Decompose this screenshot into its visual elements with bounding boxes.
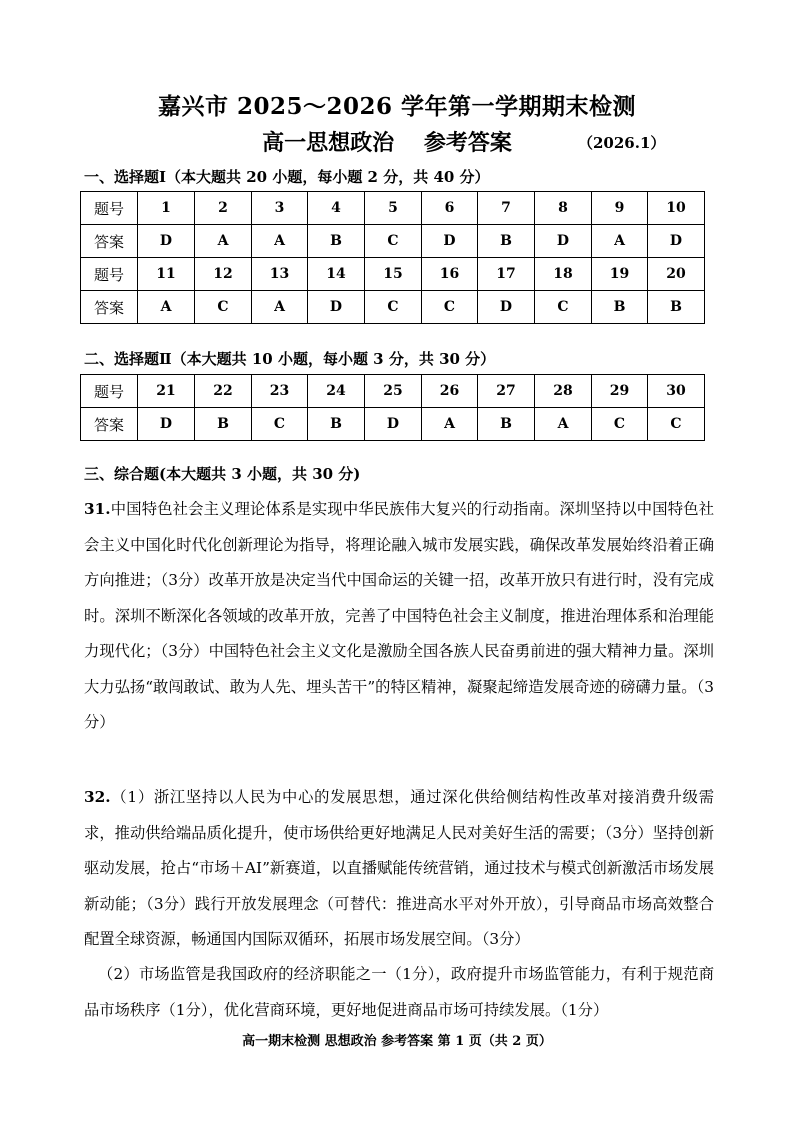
table-cell: B: [648, 291, 705, 324]
table-cell: D: [138, 408, 195, 441]
row-label: 答案: [81, 291, 138, 324]
table-cell: 7: [478, 192, 535, 225]
table-cell: A: [592, 225, 648, 258]
question-32-part2-block: [84, 957, 714, 1028]
table-cell: C: [648, 408, 705, 441]
table-row: [81, 225, 705, 258]
table-cell: A: [252, 291, 308, 324]
table-cell: 24: [308, 375, 365, 408]
question-32-part1: （1）浙江坚持以人民为中心的发展思想，通过深化供给侧结构性改革对接消费升级需求，推动供给端品质化提升，使市场供给更好地满足人民对美好生活的需要；（3分）坚持创新驱动发展，抢占“市场＋AI”新赛道，以直播赋能传统营销，通过技术与模式创新激活市场发展新动能；（3分）践行开放发展理念（可替代：推进高水平对外开放），引导商品市场高效整合配置全球资源，畅通国内国际双循环，拓展市场发展空间。（3分）: [84, 788, 714, 948]
table-cell: C: [365, 291, 422, 324]
table-cell: 25: [365, 375, 422, 408]
page-footer: 高一期末检测 思想政治 参考答案 第 1 页（共 2 页）: [242, 1034, 552, 1049]
table-cell: 12: [195, 258, 252, 291]
table-cell: D: [535, 225, 592, 258]
table-row: [81, 291, 705, 324]
table-cell: C: [592, 408, 648, 441]
table-cell: 15: [365, 258, 422, 291]
table-cell: 1: [138, 192, 195, 225]
page-title: 嘉兴市 2025～2026 学年第一学期期末检测: [157, 93, 637, 120]
table-cell: 17: [478, 258, 535, 291]
section3-heading: 三、综合题(本大题共 3 小题，共 30 分): [84, 465, 361, 483]
answer-table-1: [80, 191, 705, 324]
table-cell: B: [308, 408, 365, 441]
table-cell: 20: [648, 258, 705, 291]
row-label: 题号: [81, 192, 138, 225]
table-cell: 22: [195, 375, 252, 408]
table-cell: 26: [422, 375, 478, 408]
answer-table-2: [80, 374, 705, 441]
table-cell: A: [138, 291, 195, 324]
table-cell: 10: [648, 192, 705, 225]
table-cell: 6: [422, 192, 478, 225]
table-cell: 8: [535, 192, 592, 225]
table-cell: 3: [252, 192, 308, 225]
section1-heading: 一、选择题Ⅰ（本大题共 20 小题，每小题 2 分，共 40 分）: [84, 168, 490, 186]
question-31-answer: [84, 492, 714, 741]
exam-date: （2026.1）: [578, 134, 666, 152]
table-cell: 14: [308, 258, 365, 291]
table-cell: A: [535, 408, 592, 441]
table-cell: B: [592, 291, 648, 324]
table-cell: 2: [195, 192, 252, 225]
table-cell: 30: [648, 375, 705, 408]
table-row: [81, 258, 705, 291]
table-cell: A: [422, 408, 478, 441]
row-label: 答案: [81, 408, 138, 441]
table-cell: 23: [252, 375, 308, 408]
table-cell: 16: [422, 258, 478, 291]
page-subtitle: [0, 126, 794, 157]
table-cell: B: [308, 225, 365, 258]
table-cell: D: [365, 408, 422, 441]
question-31-text: 中国特色社会主义理论体系是实现中华民族伟大复兴的行动指南。深圳坚持以中国特色社会主义中国化时代化创新理论为指导，将理论融入城市发展实践，确保改革发展始终沿着正确方向推进；（3分）改革开放是决定当代中国命运的关键一招，改革开放只有进行时，没有完成时。深圳不断深化各领域的改革开放，完善了中国特色社会主义制度，推进治理体系和治理能力现代化；（3分）中国特色社会主义文化是激励全国各族人民奋勇前进的强大精神力量。深圳大力弘扬“敢闯敢试、敢为人先、埋头苦干”的特区精神，凝聚起缔造发展奇迹的磅礴力量。（3分）: [84, 500, 714, 731]
question-32-part2: （2）市场监管是我国政府的经济职能之一（1分），政府提升市场监管能力，有利于规范商品市场秩序（1分），优化营商环境，更好地促进商品市场可持续发展。（1分）: [84, 965, 714, 1019]
table-cell: 5: [365, 192, 422, 225]
table-row: [81, 375, 705, 408]
table-cell: 19: [592, 258, 648, 291]
table-cell: 11: [138, 258, 195, 291]
subtitle-text: 高一思想政治 参考答案: [262, 130, 512, 156]
table-row: [81, 192, 705, 225]
table-cell: B: [478, 408, 535, 441]
table-cell: A: [252, 225, 308, 258]
table-cell: D: [138, 225, 195, 258]
table-row: [81, 408, 705, 441]
table-cell: 21: [138, 375, 195, 408]
question-31-number: 31.: [84, 500, 111, 518]
table-cell: D: [422, 225, 478, 258]
table-cell: A: [195, 225, 252, 258]
table-cell: C: [195, 291, 252, 324]
row-label: 题号: [81, 375, 138, 408]
table-cell: 18: [535, 258, 592, 291]
table-cell: 13: [252, 258, 308, 291]
table-cell: D: [308, 291, 365, 324]
table-cell: B: [478, 225, 535, 258]
table-cell: D: [478, 291, 535, 324]
row-label: 题号: [81, 258, 138, 291]
table-cell: 27: [478, 375, 535, 408]
table-cell: C: [365, 225, 422, 258]
table-cell: B: [195, 408, 252, 441]
table-cell: 28: [535, 375, 592, 408]
question-32-number: 32.: [84, 788, 111, 806]
table-cell: C: [422, 291, 478, 324]
table-cell: C: [252, 408, 308, 441]
table-cell: C: [535, 291, 592, 324]
table-cell: D: [648, 225, 705, 258]
question-32-answer: [84, 780, 714, 958]
table-cell: 4: [308, 192, 365, 225]
row-label: 答案: [81, 225, 138, 258]
section2-heading: 二、选择题Ⅱ（本大题共 10 小题，每小题 3 分，共 30 分）: [84, 350, 496, 368]
table-cell: 29: [592, 375, 648, 408]
table-cell: 9: [592, 192, 648, 225]
